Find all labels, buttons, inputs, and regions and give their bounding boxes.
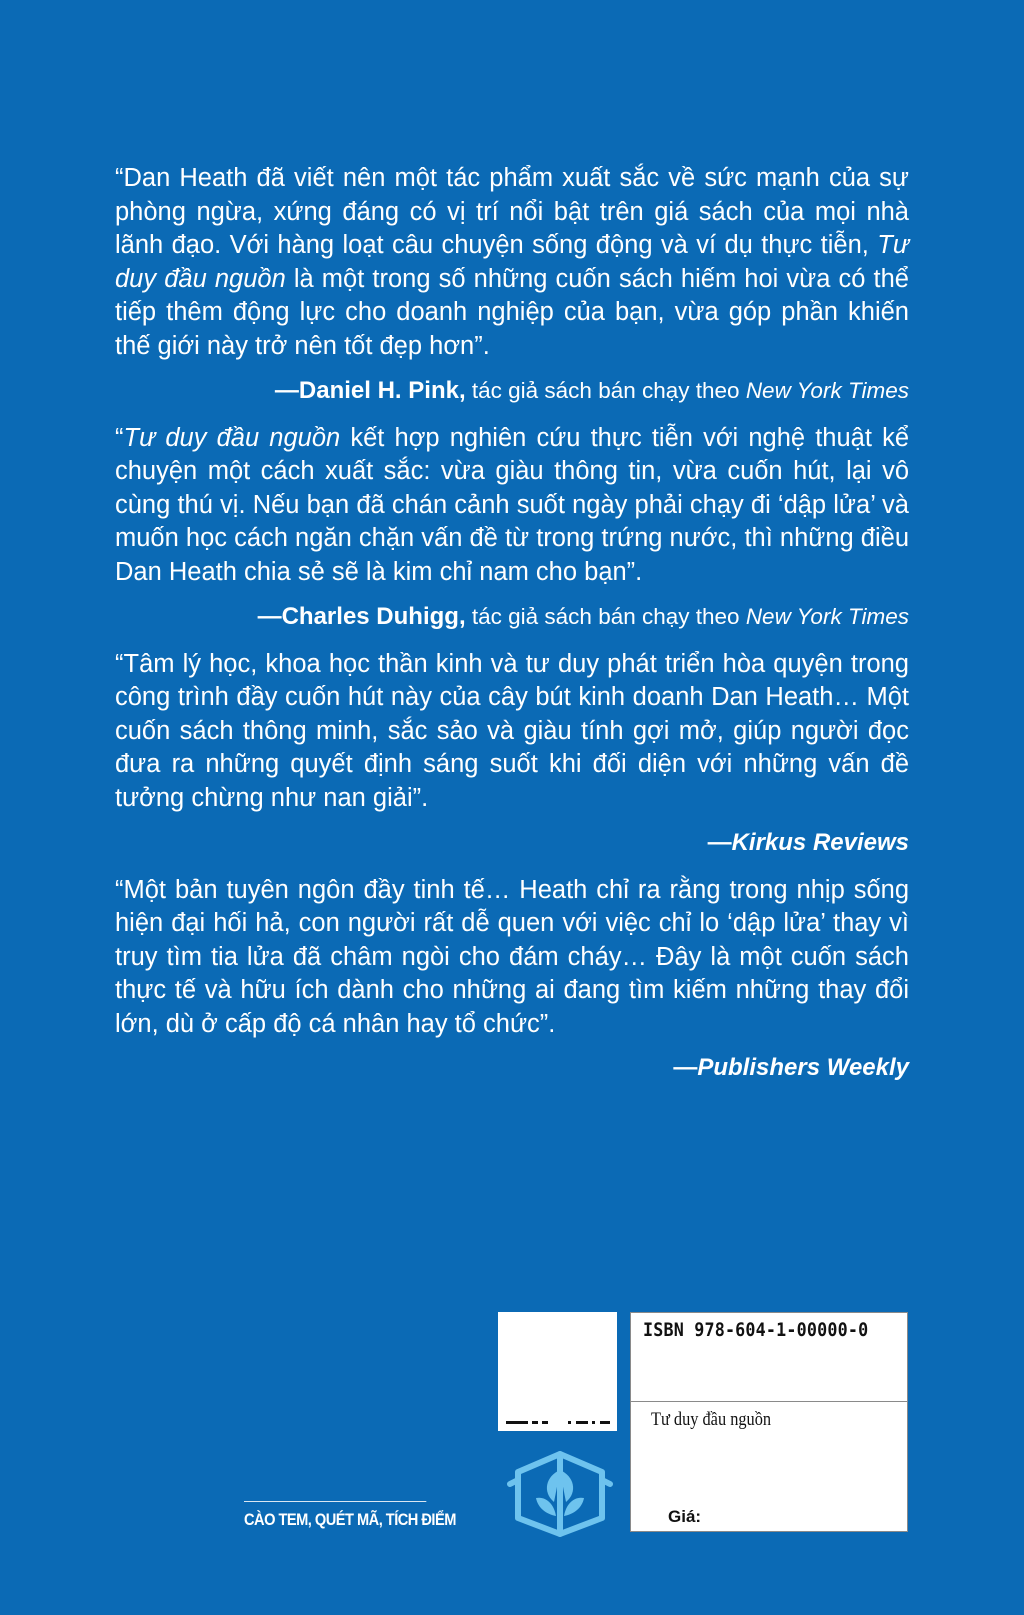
- review-quotes: [115, 162, 909, 1099]
- price-label: Giá:: [668, 1507, 702, 1526]
- quote-text: “Tâm lý học, khoa học thần kinh và tư duy phát triển hòa quyện trong công trình đầy cuốn hút này của cây bút kinh doanh Dan Heath… Một cuốn sách thông minh, sắc sảo và giàu tính gợi mở, giúp người đọc đưa ra những quyết định sáng suốt khi đối diện với những vấn đề tưởng chừng như nan giải”.: [115, 649, 909, 812]
- publication-name: New York Times: [745, 377, 909, 403]
- reviewer-name: Daniel H. Pink,: [298, 376, 466, 404]
- quote-text: “Một bản tuyên ngôn đầy tinh tế… Heath chỉ ra rằng trong nhịp sống hiện đại hối hả, con người rất dễ quen với việc chỉ lo ‘dập lửa’ thay vì truy tìm tia lửa đã châm ngòi cho đám cháy… Đây là một cuốn sách thực tế và hữu ích dành cho những ai đang tìm kiếm những thay đổi lớn, dù ở cấp độ cá nhân hay tổ chức”.: [115, 875, 909, 1038]
- reviewer-name: Kirkus Reviews: [731, 828, 909, 856]
- reviewer-role: tác giả sách bán chạy theo: [465, 603, 746, 629]
- review-attribution-3: [115, 828, 909, 858]
- quote-text: “Dan Heath đã viết nên một tác phẩm xuất sắc về sức mạnh của sự phòng ngừa, xứng đáng có vị trí nổi bật trên giá sách của mọi nhà lãnh đạo. Với hàng loạt câu chuyện sống động và ví dụ thực tiễn,: [115, 164, 909, 260]
- attribution-dash: —: [274, 376, 299, 404]
- quote-text: kết hợp nghiên cứu thực tiễn với nghệ thuật kể chuyện một cách xuất sắc: vừa giàu thông tin, vừa cuốn hút, lại vô cùng thú vị. Nếu bạn đã chán cảnh suốt ngày phải chạy đi ‘dập lửa’ và muốn học cách ngăn chặn vấn đề từ trong trứng nước, thì những điều Dan Heath chia sẻ sẽ là kim chỉ nam cho bạn”.: [115, 423, 910, 586]
- review-quote-4: [115, 874, 909, 1042]
- reviewer-name: Charles Duhigg,: [281, 602, 466, 630]
- reviewer-name: Publishers Weekly: [697, 1054, 909, 1082]
- attribution-dash: —: [257, 602, 282, 630]
- barcode-box: [498, 1312, 617, 1431]
- attribution-dash: —: [673, 1054, 698, 1082]
- attribution-dash: —: [707, 828, 732, 856]
- quote-text: là một trong số những cuốn sách hiếm hoi vừa có thể tiếp thêm động lực cho doanh nghiệp của bạn, vừa góp phần khiến thế giới này trở nên tốt đẹp hơn”.: [115, 264, 909, 360]
- barcode-dashes: [506, 1421, 610, 1424]
- isbn-number: ISBN 978-604-1-00000-0: [643, 1319, 869, 1341]
- publication-name: New York Times: [745, 603, 909, 629]
- isbn-info-box: [630, 1312, 908, 1532]
- book-title: Tư duy đầu nguồn: [651, 1409, 772, 1430]
- review-quote-2: [115, 422, 909, 590]
- info-divider: [631, 1401, 907, 1402]
- review-quote-3: [115, 648, 909, 816]
- review-attribution-4: [115, 1053, 909, 1083]
- review-quote-1: [115, 162, 909, 364]
- review-attribution-2: [115, 602, 909, 632]
- book-title-italic: Tư duy đầu nguồn: [123, 423, 341, 452]
- scratch-stamp-label: CÀO TEM, QUÉT MÃ, TÍCH ĐIỂM: [244, 1501, 426, 1530]
- book-title-italic: Tư duy đầu nguồn: [115, 231, 909, 293]
- quote-text: “: [115, 423, 124, 452]
- reviewer-role: tác giả sách bán chạy theo: [465, 377, 746, 403]
- publisher-book-leaf-icon: [506, 1440, 614, 1540]
- review-attribution-1: [115, 376, 909, 406]
